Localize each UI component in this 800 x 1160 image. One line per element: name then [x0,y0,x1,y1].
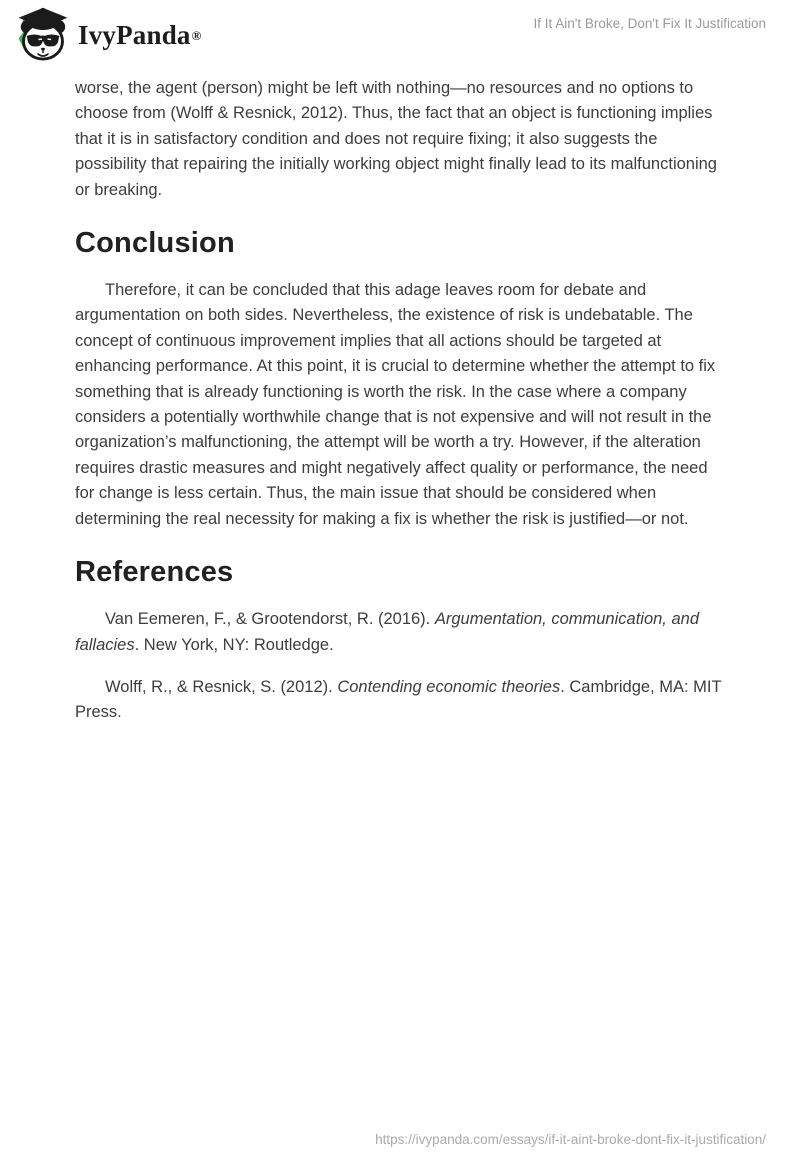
reference-entry [75,607,723,658]
references-heading: References [75,556,234,589]
document-body [0,64,800,726]
brand [14,6,201,64]
document-title: If It Ain't Broke, Don't Fix It Justification [533,16,766,31]
reference-text: Van Eemeren, F., & Grootendorst, R. (2016). [105,610,435,629]
conclusion-heading: Conclusion [75,227,235,260]
registered-trademark-symbol: ® [191,27,202,43]
reference-text: Wolff, R., & Resnick, S. (2012). [105,677,338,696]
reference-title-italic: Contending economic theories [337,677,561,696]
page-header [0,0,800,64]
intro-paragraph: worse, the agent (person) might be left with nothing—no resources and no options to choose from (Wolff & Resnick, 2012). Thus, the fact that an object is functioning implies that it is in satisfactory condition and does not require fixing; it also suggests the possibility that repairing the initially working object might finally lead to its malfunctioning or breaking. [75,79,717,199]
conclusion-paragraph: Therefore, it can be concluded that this adage leaves room for debate and argumentation on both sides. Nevertheless, the existence of risk is undebatable. The concept of continuous improvement implies that all actions should be targeted at enhancing performance. At this point, it is crucial to determine whether the attempt to fix something that is already functioning is worth the risk. In the case where a company considers a potentially worthwhile change that is not expensive and will not result in the organization’s malfunctioning, the attempt will be worth a try. However, if the alteration requires drastic measures and might negatively affect quality or performance, the need for change is less certain. Thus, the main issue that should be considered when determining the real necessity for making a fix is whether the risk is justified—or not. [75,281,716,528]
reference-text: . Cambridge, MA: MIT Press. [75,677,722,722]
source-url[interactable]: https://ivypanda.com/essays/if-it-aint-broke-dont-fix-it-justification/ [375,1132,766,1147]
brand-name: IvyPanda [78,20,191,50]
reference-text: . New York, NY: Routledge. [134,635,334,654]
ivypanda-panda-logo-icon [14,6,72,64]
reference-entry [75,675,723,726]
page-footer [0,1131,766,1149]
reference-title-italic: Argumentation, communication, and fallacies [75,610,700,654]
